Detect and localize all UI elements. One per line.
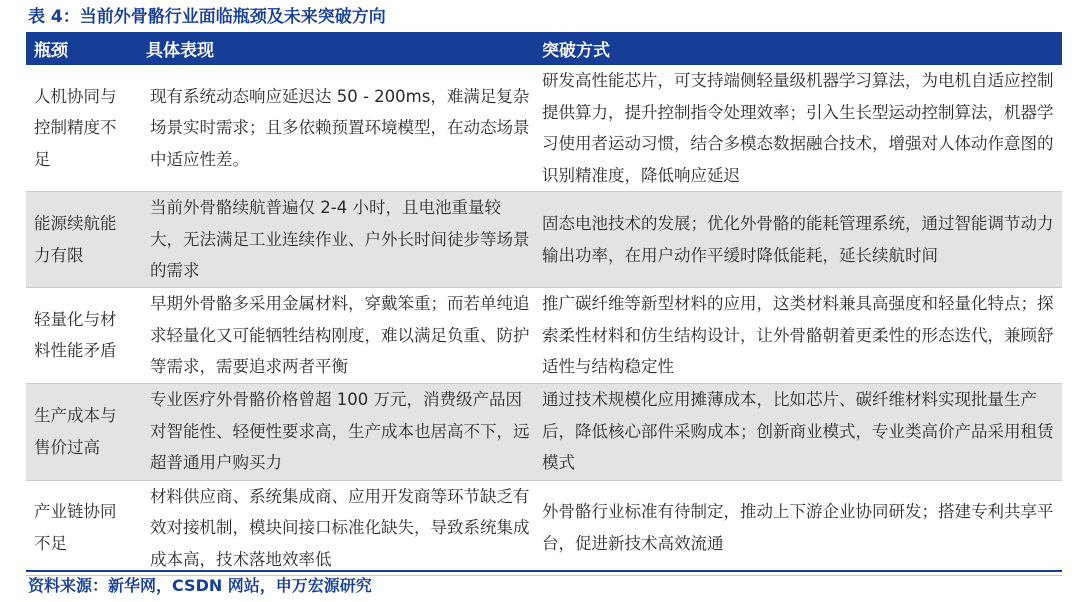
table-bottom-rule [26, 570, 1062, 572]
table-row [26, 383, 1062, 480]
header-breakthrough: 突破方式 [542, 41, 610, 61]
bottleneck-cell: 轻量化与材料性能矛盾 [34, 309, 117, 361]
bottleneck-cell: 产业链协同不足 [34, 502, 117, 553]
bottleneck-table [26, 32, 1062, 576]
table-title: 表 4：当前外骨骼行业面临瓶颈及未来突破方向 [28, 7, 386, 27]
table-header-row [26, 32, 1062, 65]
performance-cell: 现有系统动态响应延迟达 50 - 200ms，难满足复杂场景实时需求；且多依赖预置环境模型，在动态场景中适应性差。 [150, 86, 530, 169]
bottleneck-cell: 能源续航能力有限 [34, 214, 117, 265]
breakthrough-cell: 固态电池技术的发展；优化外骨骼的能耗管理系统，通过智能调节动力输出功率，在用户动作平缓时降低能耗，延长续航时间 [542, 214, 1054, 265]
table-row [26, 480, 1062, 576]
table-row [26, 288, 1062, 384]
source-note: 资料来源：新华网，CSDN 网站，申万宏源研究 [28, 576, 372, 595]
performance-cell: 早期外骨骼多采用金属材料，穿戴笨重；而若单纯追求轻量化又可能牺牲结构刚度，难以满足负重、防护等需求，需要追求两者平衡 [150, 294, 530, 376]
performance-cell: 当前外骨骼续航普遍仅 2-4 小时，且电池重量较大，无法满足工业连续作业、户外长时间徒步等场景的需求 [150, 198, 530, 281]
header-bottleneck: 瓶颈 [34, 41, 68, 61]
performance-cell: 材料供应商、系统集成商、应用开发商等环节缺乏有效对接机制，模块间接口标准化缺失，导致系统集成成本高，技术落地效率低 [150, 486, 530, 569]
breakthrough-cell: 研发高性能芯片，可支持端侧轻量级机器学习算法，为电机自适应控制提供算力，提升控制指令处理效率；引入生长型运动控制算法，机器学习使用者运动习惯，结合多模态数据融合技术，增强对人体动作意图的识别精准度，降低响应延迟 [542, 71, 1054, 185]
breakthrough-cell: 推广碳纤维等新型材料的应用，这类材料兼具高强度和轻量化特点；探索柔性材料和仿生结构设计，让外骨骼朝着更柔性的形态迭代，兼顾舒适性与结构稳定性 [542, 294, 1054, 376]
header-performance: 具体表现 [146, 41, 214, 61]
bottleneck-cell: 人机协同与控制精度不足 [34, 86, 117, 169]
bottleneck-cell: 生产成本与售价过高 [34, 406, 117, 457]
breakthrough-cell: 外骨骼行业标准有待制定，推动上下游企业协同研发；搭建专利共享平台，促进新技术高效流通 [542, 502, 1054, 553]
table-row [26, 65, 1062, 192]
table-row [26, 192, 1062, 288]
breakthrough-cell: 通过技术规模化应用摊薄成本，比如芯片、碳纤维材料实现批量生产后，降低核心部件采购成本；创新商业模式，专业类高价产品采用租赁模式 [542, 390, 1054, 473]
performance-cell: 专业医疗外骨骼价格曾超 100 万元，消费级产品因对智能性、轻便性要求高，生产成本也居高不下，远超普通用户购买力 [150, 390, 530, 473]
